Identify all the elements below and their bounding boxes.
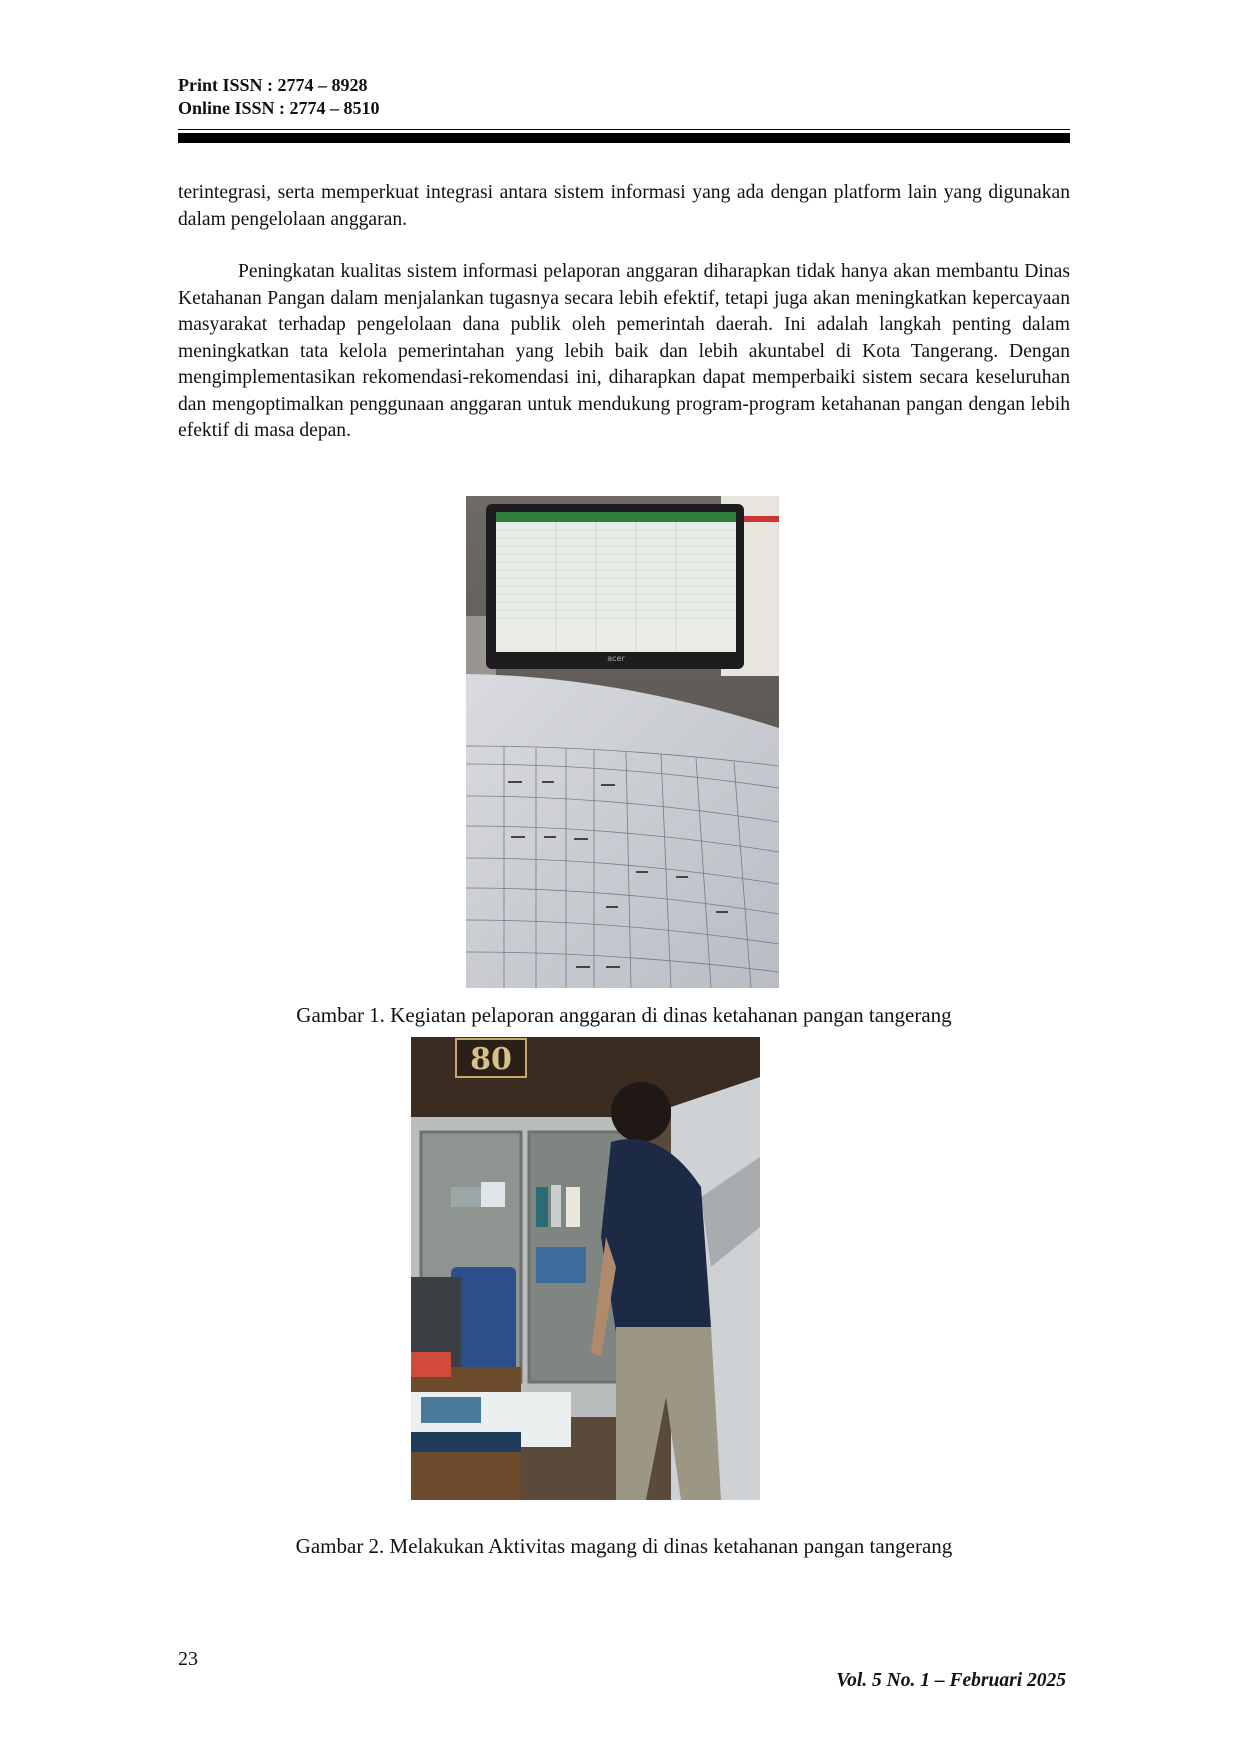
journal-header — [178, 74, 1068, 120]
internship-activity-photo — [411, 1037, 760, 1500]
figure-1-caption: Gambar 1. Kegiatan pelaporan anggaran di dinas ketahanan pangan tangerang — [296, 1003, 952, 1027]
figure-2-photo — [411, 1037, 760, 1500]
paragraph-text: terintegrasi, serta memperkuat integrasi antara sistem informasi yang ada dengan platform lain yang digunakan dalam pengelolaan anggaran. — [178, 182, 1070, 230]
volume-info: Vol. 5 No. 1 – Februari 2025 — [836, 1670, 1066, 1691]
laptop-spreadsheet-photo — [466, 496, 779, 988]
online-issn: Online ISSN : 2774 – 8510 — [178, 98, 380, 118]
body-paragraph-2 — [178, 259, 1070, 445]
page-number: 23 — [178, 1648, 198, 1670]
body-paragraph-1 — [178, 180, 1070, 233]
header-rule-thin — [178, 129, 1070, 130]
print-issn: Print ISSN : 2774 – 8928 — [178, 75, 368, 95]
figure-2-caption: Gambar 2. Melakukan Aktivitas magang di dinas ketahanan pangan tangerang — [295, 1534, 953, 1558]
laptop-brand: acer — [607, 654, 625, 663]
figure-1-photo — [466, 496, 779, 988]
door-number: 80 — [470, 1042, 512, 1077]
header-rule — [178, 133, 1070, 143]
paragraph-text: Peningkatan kualitas sistem informasi pelaporan anggaran diharapkan tidak hanya akan membantu Dinas Ketahanan Pangan dalam menjalankan tugasnya secara lebih efektif, tetapi juga akan meningkatkan kepercayaan masyarakat terhadap pengelolaan dana publik oleh pemerintah daerah. Ini adalah langkah penting dalam meningkatkan tata kelola pemerintahan yang lebih baik dan lebih akuntabel di Kota Tangerang. Dengan mengimplementasikan rekomendasi-rekomendasi ini, diharapkan dapat memperbaiki sistem secara keseluruhan dan mengoptimalkan penggunaan anggaran untuk mendukung program-program ketahanan pangan dengan lebih efektif di masa depan. — [178, 261, 1070, 441]
